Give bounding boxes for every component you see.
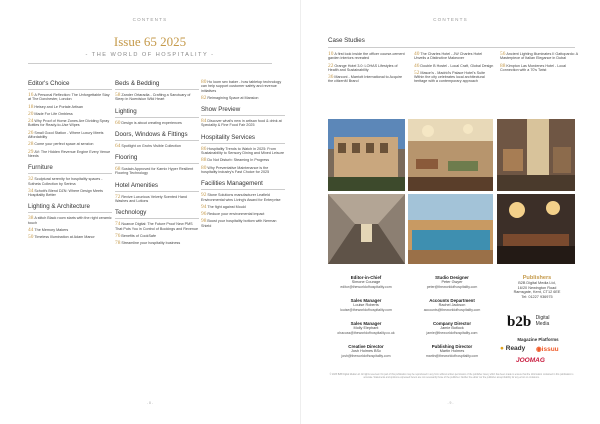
contents-entry	[115, 144, 199, 148]
staff-credit	[328, 298, 404, 312]
staff-credit	[414, 321, 490, 335]
contents-entry	[115, 195, 199, 204]
entry-title: Ancient Lighting Illuminates II Gattopardo: A Masterpiece of Italian Elegance in Dubai	[500, 52, 578, 61]
page-ref-number: 44	[28, 227, 34, 234]
contents-entry	[28, 93, 112, 102]
page-ref-number: 88	[500, 62, 506, 69]
page-ref-number: 18	[28, 103, 34, 110]
entry-title: Mason's - Madrid's Palace Hotel's Suite Within the city celebrates local architectural heritage with a contemporary approach	[414, 70, 486, 84]
entry-title: Revive Luxurious Velvety Scented Hand Washes and Lotions	[115, 194, 187, 204]
contents-section	[28, 203, 112, 239]
staff-role: Sales Manager	[350, 298, 382, 303]
contents-section	[115, 108, 199, 125]
page-ref-number: 32	[28, 176, 34, 183]
staff-email: editor@theworldofhospitality.com	[340, 284, 392, 289]
contents-entry	[328, 75, 408, 84]
staff-name: Peter Gwyer	[441, 280, 463, 284]
staff-role: Editor-in-Chief	[350, 275, 382, 280]
entry-title: The Memory Makers	[34, 228, 69, 233]
contents-header: CONTENTS	[132, 17, 168, 22]
entry-title: Boost your hospitality bottom with Nerman Shield	[201, 219, 277, 228]
contents-entry	[414, 64, 494, 68]
page-ref-number: 50	[28, 234, 34, 241]
contents-entry	[500, 52, 580, 61]
section-heading: Facilities Management	[201, 180, 285, 190]
contents-entry	[201, 219, 285, 228]
contents-entry	[28, 228, 112, 232]
publisher-title: Publishers	[522, 275, 552, 281]
page-ref-number: 38	[28, 215, 34, 222]
issuu-logo: ◉issuu	[536, 346, 559, 353]
contents-entry	[115, 234, 199, 238]
entry-title: Hospitality Trends to Watch in 2025: From Sustainability to Sensory Dining and Mixed Leisure	[201, 146, 285, 156]
b2b-digital-media-logo: b2b Digital Media	[507, 314, 550, 330]
contents-entry	[201, 193, 285, 202]
section-heading: Flooring	[115, 154, 199, 164]
contents-entry	[201, 166, 285, 175]
section-heading: Hotel Amenities	[115, 182, 199, 192]
contents-entry	[115, 121, 199, 125]
section-heading: Doors, Windows & Fittings	[115, 131, 199, 141]
page-ref-number: 24	[28, 118, 34, 125]
contents-entry	[201, 96, 285, 100]
section-heading: Editor's Choice	[28, 80, 112, 90]
entry-title: The Charles Hotel - JW Charles Hotel Unveils a Distinctive Makeover	[414, 52, 483, 61]
entry-title: Ho loom sex baker - how tabletop technology can help support customer safety and revenue initiatives	[201, 80, 282, 93]
page-ref-number: 58	[115, 92, 121, 98]
contents-entry	[115, 222, 199, 231]
contents-section	[115, 209, 199, 245]
staff-role: Creative Director	[348, 344, 384, 349]
entry-title: Benefits of CookSafe	[121, 233, 157, 238]
contents-entry	[500, 64, 580, 73]
contents-section	[201, 180, 285, 228]
contents-entry	[28, 131, 112, 140]
page-ref-number: 46	[414, 62, 420, 69]
bar-interior-photo	[497, 194, 575, 264]
case-studies-column-3	[500, 52, 580, 75]
entry-title: Double B Hostel - Local Craft, Global Design	[420, 63, 494, 68]
pool-terrace-photo	[408, 194, 493, 264]
staff-email: ohacuss@theworldofhospitality.co.uk	[337, 330, 395, 335]
entry-title: Sustain Approved for Karnix Hyper Resilient Flooring Technology	[115, 167, 194, 176]
contents-entry	[28, 216, 112, 225]
entry-title: Why Preventative Maintenance is the hospitality industry's Fast Choice for 2025	[201, 165, 270, 174]
entry-title: Zander Ortaradia - Crafting a Sanctuary of Sleep in Noerdsiun Wild Heart	[115, 93, 191, 102]
page-ref-number: 88	[201, 157, 207, 164]
contents-entry	[201, 158, 285, 162]
hotel-lounge-photo	[497, 119, 575, 191]
staff-name: Simone Courage	[351, 280, 381, 284]
page-ref-number: 80	[201, 79, 207, 85]
page-ref-number: 40	[414, 51, 420, 57]
entry-title: A Personal Reflection: The Unforgettable Stay at The Dorchester, London	[28, 93, 110, 102]
contents-entry	[201, 80, 285, 93]
section-heading: Lighting	[115, 108, 199, 118]
entry-title: Do Not Disturb: Steaming In Progress	[207, 158, 270, 163]
entry-title: Schott's Blend DZN: Where Design Meets Hospitality Better	[28, 188, 103, 198]
entry-title: AV: The Hidden Revenue Engine Every Venue Needs	[28, 149, 111, 158]
contents-entry	[328, 52, 408, 61]
staff-role: Accounts Department	[429, 298, 475, 303]
contents-entry	[115, 167, 199, 176]
entry-title: Orange Hotel 3.0: LOHAS Lifestyles of Health and Sustainability	[328, 63, 398, 72]
page-ref-number: 36	[328, 74, 334, 81]
page-ref-number: 96	[201, 211, 207, 218]
contents-section	[115, 154, 199, 176]
contents-entry	[414, 52, 494, 61]
contents-section	[28, 164, 112, 197]
contents-section	[201, 106, 285, 128]
entry-title: Heisey and Le Portale Artisan	[34, 104, 83, 109]
page-ref-number: 34	[28, 187, 34, 194]
contents-section	[115, 182, 199, 204]
page-ref-number: 72	[115, 193, 121, 200]
magazine-platforms-label: Magazine Platforms	[517, 337, 559, 342]
contents-section	[201, 80, 285, 100]
entry-title: Design is about creating experiences	[121, 120, 182, 125]
page-ref-number: 74	[115, 221, 121, 228]
staff-credit	[328, 275, 404, 289]
hotel-exterior-photo	[328, 119, 405, 191]
staff-credit	[414, 298, 490, 312]
staff-role: Studio Designer	[435, 275, 469, 280]
page-ref-number: 60	[115, 119, 121, 126]
entry-title: Why Proof of Home Zones Are Dividing Spray Bottles for Ready-to-Use Wipes	[28, 119, 110, 128]
case-studies-heading: Case Studies	[328, 37, 365, 44]
case-studies-divider	[328, 47, 575, 48]
issue-title: Issue 65 2025	[113, 34, 187, 49]
entry-title: Timeless Illumination at Adam Manor	[34, 235, 95, 240]
page-number: - 8 -	[146, 401, 154, 405]
page-ref-number: 68	[115, 166, 121, 173]
section-heading: Furniture	[28, 164, 112, 174]
section-heading: Hospitality Services	[201, 134, 285, 144]
staff-email: martin@theworldofhospitality.com	[425, 353, 479, 358]
staff-email: peter@theworldofhospitality.com	[426, 284, 478, 289]
contents-column-3	[201, 80, 285, 234]
page-ref-number: 52	[414, 69, 420, 76]
contents-column-2	[115, 80, 199, 252]
entry-title: Small Good Station - Where Luxury Meets Affordability	[28, 130, 104, 140]
page-ref-number: 82	[201, 94, 207, 101]
legal-notice: © 2025 B2B Digital Media Ltd. All rights reserved. No part of this publication may be reproduced in any form without written permission of the publisher. Every effort has been made to ensure that the information contained in this publication is accurate. Statements and opinions expressed herein are not necessarily those of the publisher. Neither the editor nor the publisher accept liability for any errors or omissions.	[329, 374, 574, 379]
contents-entry	[28, 142, 112, 146]
page-ref-number: 86	[201, 145, 207, 152]
page-ref-number: 84	[201, 118, 207, 125]
page-ref-number: 98	[201, 218, 207, 225]
page-ref-number: 22	[328, 62, 334, 69]
page-ref-number: 64	[115, 142, 121, 149]
publisher-info: Publishers B2B Digital Media Ltd, 16/20 Newington Road Ramsgate, Kent, CT12 6EE Tel: 01227 936975	[502, 275, 572, 299]
page-ref-number: 56	[500, 51, 506, 57]
staff-credit	[414, 344, 490, 358]
contents-section	[28, 80, 112, 158]
entry-title: Sculptural serenity for hospitality spaces - Sotheta Collection by Serima	[28, 177, 103, 186]
ready-logo: ● Ready	[500, 345, 526, 352]
page-ref-number: 10	[328, 51, 334, 57]
contents-entry	[201, 212, 285, 216]
page-ref-number: 28	[28, 141, 34, 148]
staff-email: josh@theworldofhospitality.com	[341, 353, 391, 358]
staff-role: Publishing Director	[431, 344, 473, 349]
contents-entry	[28, 105, 112, 109]
entry-title: A stitch Black room starts with the right ceramic touch	[28, 216, 112, 225]
contents-section	[115, 131, 199, 148]
entry-title: Reduce your environmental impact	[207, 212, 265, 217]
entry-title: Made For Life Ombless	[34, 111, 73, 116]
contents-section	[201, 134, 285, 174]
entry-title: Kimpton Las Mordenes Hotel - Local Connection with a 70's Twist	[500, 63, 567, 72]
contents-entry	[201, 147, 285, 156]
staff-name: Jamie Botlock	[440, 326, 464, 330]
staff-email: accounts@theworldofhospitality.com	[423, 307, 481, 312]
section-heading: Beds & Bedding	[115, 80, 199, 90]
staff-credit	[328, 321, 404, 335]
staff-name: Martin Holmes	[439, 349, 465, 353]
staff-email: jamie@theworldofhospitality.com	[426, 330, 478, 335]
contents-entry	[28, 235, 112, 239]
entry-title: Stone Solutions manufacturer Leafield Environmental wins Living's Award for Enterprise	[201, 193, 281, 202]
entry-title: Marconi - Marriott International to Acquire the citizenM Brand	[328, 75, 403, 84]
page-ref-number: 92	[201, 192, 207, 199]
magazine-subtitle: - THE WORLD OF HOSPITALITY -	[85, 52, 215, 58]
page-ref-number: 26	[28, 129, 34, 136]
contents-header: CONTENTS	[433, 17, 468, 22]
entry-title: Reimagining Space at Mansion	[207, 95, 259, 100]
contents-entry	[28, 119, 112, 128]
staff-role: Sales Manager	[350, 321, 382, 326]
staff-email: louise@theworldofhospitality.com	[340, 307, 392, 312]
entry-title: Discover what's new in artisan food & drink at Speciality & Fine Food Fair 2025	[201, 119, 282, 128]
contents-section	[115, 80, 199, 102]
staff-credit	[414, 275, 490, 289]
case-studies-column-1	[328, 52, 408, 87]
hotel-corridor-photo	[328, 194, 405, 264]
page-ref-number: 29	[28, 148, 34, 155]
section-heading: Show Preview	[201, 106, 285, 116]
staff-role: Company Director	[432, 321, 472, 326]
contents-entry	[28, 112, 112, 116]
page-ref-number: 94	[201, 203, 207, 210]
page-number: - 9 -	[447, 401, 454, 405]
contents-column-1	[28, 80, 112, 246]
restaurant-interior-photo	[408, 119, 493, 191]
staff-name: Louise Roberts	[353, 303, 379, 307]
staff-name: Rachel Jackson	[438, 303, 466, 307]
page-ref-number: 16	[28, 92, 34, 98]
contents-entry	[115, 241, 199, 245]
entry-title: The fight against Mould	[207, 204, 246, 209]
staff-name: Molly Elephant	[353, 326, 379, 330]
staff-name: Josh Holmes BSc	[351, 349, 381, 353]
entry-title: Streamline your hospitality business	[121, 241, 181, 246]
page-ref-number: 20	[28, 110, 34, 117]
section-heading: Technology	[115, 209, 199, 219]
contents-entry	[328, 64, 408, 73]
entry-title: Spotlight on Grohs Visible Collection	[121, 143, 181, 148]
page-ref-number: 76	[115, 232, 121, 239]
entry-title: Nuance Digital: The Future Proof New PMS That Puts You in Control of Bookings and Revenue	[115, 222, 199, 231]
title-divider	[28, 63, 272, 64]
page-ref-number: 78	[115, 240, 121, 247]
contents-entry	[414, 71, 494, 84]
case-studies-column-2	[414, 52, 494, 87]
entry-title: Come your perfect space at senzion	[34, 142, 94, 147]
contents-entry	[201, 119, 285, 128]
entry-title: A first look inside the officer course-cement garden interiors reveated	[328, 52, 405, 61]
staff-credit	[328, 344, 404, 358]
contents-entry	[201, 205, 285, 209]
contents-entry	[28, 177, 112, 186]
contents-entry	[115, 93, 199, 102]
page-ref-number: 80	[201, 164, 207, 171]
contents-entry	[28, 150, 112, 159]
contents-entry	[28, 189, 112, 198]
section-heading: Lighting & Architecture	[28, 203, 112, 213]
joomag-logo: JOOMAG	[516, 357, 545, 364]
